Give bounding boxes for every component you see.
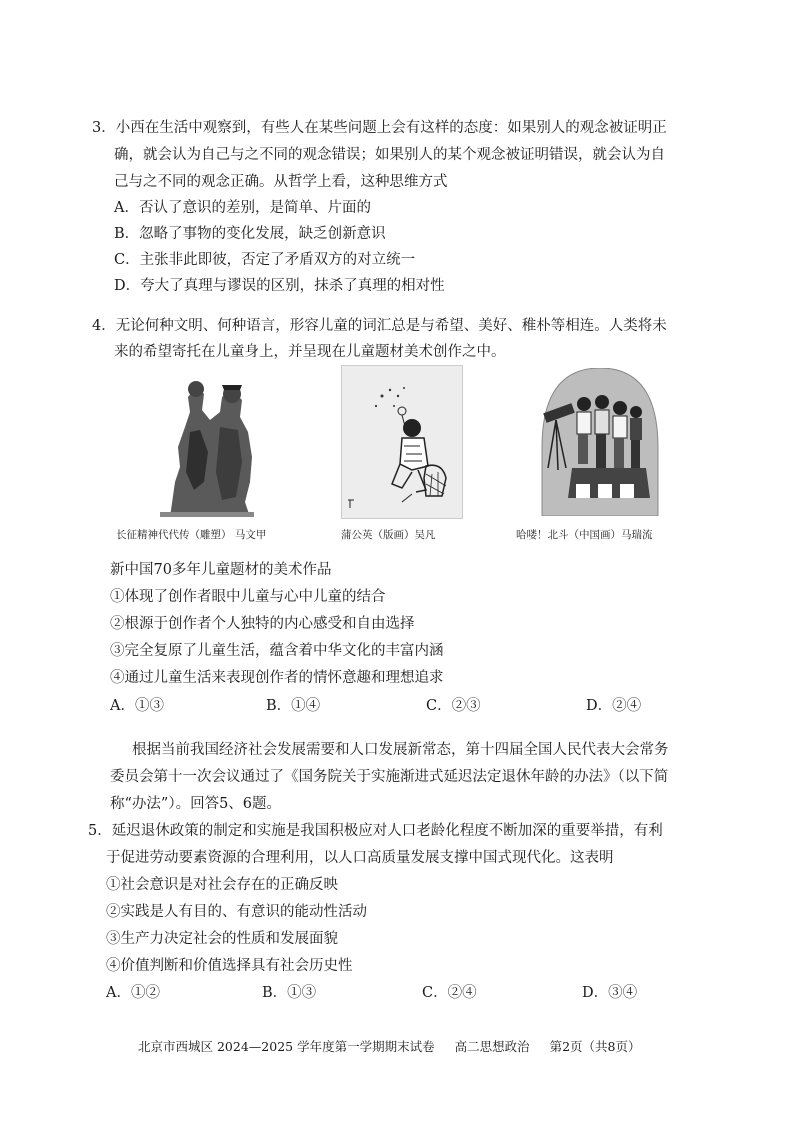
- q5-statement-4: ④价值判断和价值选择具有社会历史性: [106, 958, 353, 974]
- q5-choice-d: D．③④: [582, 985, 638, 1001]
- q4-line-1: 4．无论何种文明、何种语言，形容儿童的词汇总是与希望、美好、稚朴等相连。人类将未: [92, 318, 667, 334]
- q4-choice-d: D．②④: [586, 698, 642, 714]
- q5-statement-1: ①社会意识是对社会存在的正确反映: [106, 877, 338, 893]
- q4-choice-a: A．①③: [110, 698, 164, 714]
- print-image: [341, 365, 463, 519]
- q4-statement-3: ③完全复原了儿童生活，蕴含着中华文化的丰富内涵: [110, 643, 444, 659]
- q5-choice-b: B．①③: [262, 985, 317, 1001]
- footer-subject: 高二思想政治: [454, 1039, 530, 1054]
- page-footer: [138, 1038, 656, 1056]
- passage-line-3: 称“办法”）。回答5、6题。: [110, 796, 282, 812]
- passage-line-2: 委员会第十一次会议通过了《国务院关于实施渐进式延迟法定退休年龄的办法》（以下简: [110, 769, 669, 785]
- q3-line-1: 3．小西在生活中观察到，有些人在某些问题上会有这样的态度：如果别人的观念被证明正: [92, 120, 667, 136]
- q3-option-c: C．主张非此即彼，否定了矛盾双方的对立统一: [114, 252, 416, 268]
- caption-painting: 哈喽！北斗（中国画）马瑞流: [516, 529, 653, 541]
- q3-option-a: A．否认了意识的差别，是简单、片面的: [114, 200, 371, 216]
- passage-line-1: 根据当前我国经济社会发展需要和人口发展新常态，第十四届全国人民代表大会常务: [132, 742, 669, 758]
- q4-statement-2: ②根源于创作者个人独特的内心感受和自由选择: [110, 616, 415, 632]
- caption-sculpture: 长征精神代代传（雕塑） 马文甲: [116, 529, 267, 541]
- q4-line-2: 来的希望寄托在儿童身上，并呈现在儿童题材美术创作之中。: [114, 344, 506, 360]
- q4-statement-1: ①体现了创作者眼中儿童与心中儿童的结合: [110, 589, 386, 605]
- sculpture-image: [150, 372, 260, 517]
- footer-school: 北京市西城区 2024—2025 学年度第一学期期末试卷: [138, 1039, 435, 1054]
- q5-choice-a: A．①②: [106, 985, 160, 1001]
- q4-stem: 新中国70多年儿童题材的美术作品: [110, 562, 332, 578]
- q5-line-1: 5．延迟退休政策的制定和实施是我国积极应对人口老龄化程度不断加深的重要举措，有利: [88, 823, 663, 839]
- footer-page-number: 第2页（共8页）: [549, 1039, 641, 1054]
- q4-statement-4: ④通过儿童生活来表现创作者的情怀意趣和理想追求: [110, 670, 444, 686]
- painting-image: [536, 368, 664, 516]
- q5-line-2: 于促进劳动要素资源的合理利用，以人口高质量发展支撑中国式现代化。这表明: [106, 850, 614, 866]
- q3-line-2: 确，就会认为自己与之不同的观念错误；如果别人的某个观念被证明错误，就会认为自: [114, 147, 665, 163]
- q3-option-b: B．忽略了事物的变化发展，缺乏创新意识: [114, 226, 386, 242]
- q3-line-3: 己与之不同的观念正确。从哲学上看，这种思维方式: [114, 174, 448, 190]
- caption-print: 蒲公英（版画）吴凡: [341, 529, 436, 541]
- q5-statement-2: ②实践是人有目的、有意识的能动性活动: [106, 904, 367, 920]
- q4-choice-c: C．②③: [426, 698, 481, 714]
- q3-option-d: D．夸大了真理与谬误的区别，抹杀了真理的相对性: [114, 278, 445, 294]
- q5-choice-c: C．②④: [422, 985, 477, 1001]
- q4-choice-b: B．①④: [266, 698, 321, 714]
- q5-statement-3: ③生产力决定社会的性质和发展面貌: [106, 931, 338, 947]
